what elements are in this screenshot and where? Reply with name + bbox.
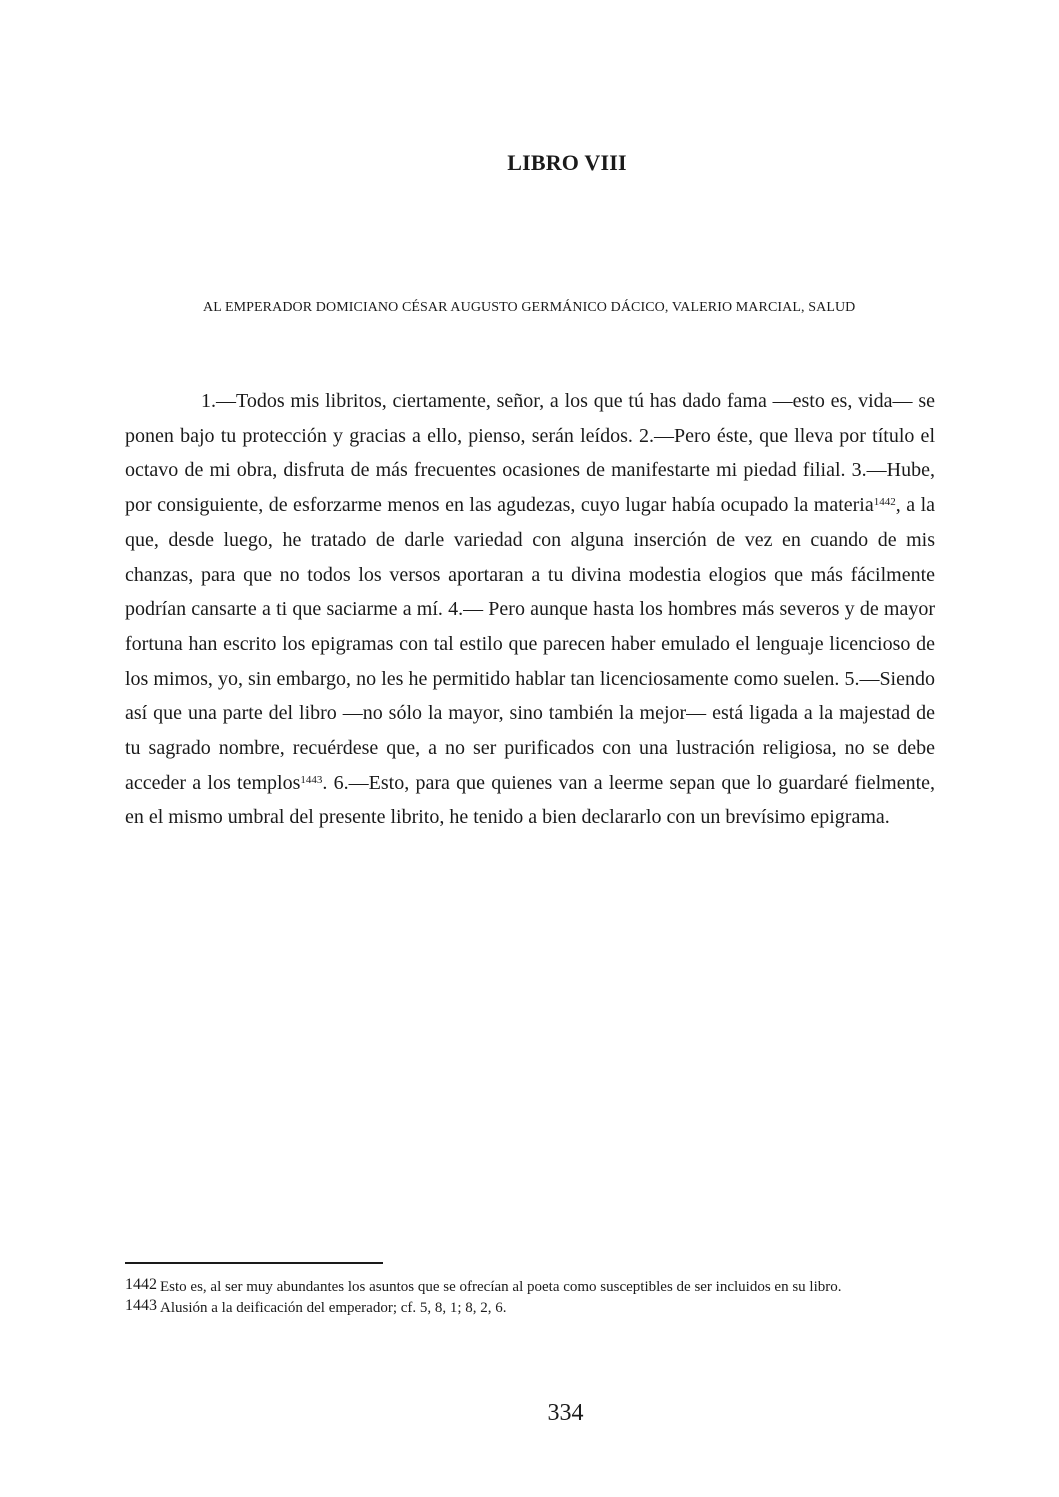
chapter-title: LIBRO VIII [507, 150, 627, 175]
footnote-1442 [125, 1276, 915, 1296]
body-text-part-3: . 6.—Esto, para que quienes van a leerme sepan que lo guardaré fielmente, en el mismo umbral del presente librito, he tenido a bien declararlo con un brevísimo epigrama. [125, 771, 936, 829]
page-number: 334 [547, 1400, 584, 1426]
footnote-1443 [125, 1297, 915, 1317]
dedication-heading: AL EMPERADOR DOMICIANO CÉSAR AUGUSTO GERMÁNICO DÁCICO, VALERIO MARCIAL, SALUD [203, 300, 856, 315]
footnote-number: 1442 [125, 1276, 157, 1293]
footnote-ref-1442[interactable]: 1442 [873, 496, 896, 509]
footnotes [125, 1276, 915, 1318]
footnote-separator [125, 1262, 383, 1264]
body-paragraph [125, 384, 935, 835]
footnote-text: Esto es, al ser muy abundantes los asuntos que se ofrecían al poeta como susceptibles de ser incluidos en su libro. [160, 1279, 842, 1295]
footnote-ref-1443[interactable]: 1443 [300, 773, 323, 786]
body-text-part-2: , a la que, desde luego, he tratado de darle variedad con alguna inserción de vez en cuando de mis chanzas, para que no todos los versos aportaran a tu divina modestia elogios que más fácilmente podrían cansarte a ti que saciarme a mí. 4.— Pero aunque hasta los hombres más severos y de mayor fortuna han escrito los epigramas con tal estilo que parecen haber emulado el lenguaje licencioso de los mimos, yo, sin embargo, no les he permitido hablar tan licenciosamente como suelen. 5.—Siendo así que una parte del libro —no sólo la mayor, sino también la mejor— está ligada a la majestad de tu sagrado nombre, recuérdese que, a no ser purificados con una lustración religiosa, no se debe acceder a los templos [125, 494, 936, 794]
body-text-part-1: 1.—Todos mis libritos, ciertamente, señor, a los que tú has dado fama —esto es, vida— se ponen bajo tu protección y gracias a ello, pienso, serán leídos. 2.—Pero éste, que lleva por título el octavo de mi obra, disfruta de más frecuentes ocasiones de manifestarte mi piedad filial. 3.—Hube, por consiguiente, de esforzarme menos en las agudezas, cuyo lugar había ocupado la materia [125, 390, 935, 517]
footnote-number: 1443 [125, 1297, 157, 1314]
footnote-text: Alusión a la deificación del emperador; cf. 5, 8, 1; 8, 2, 6. [160, 1300, 507, 1316]
